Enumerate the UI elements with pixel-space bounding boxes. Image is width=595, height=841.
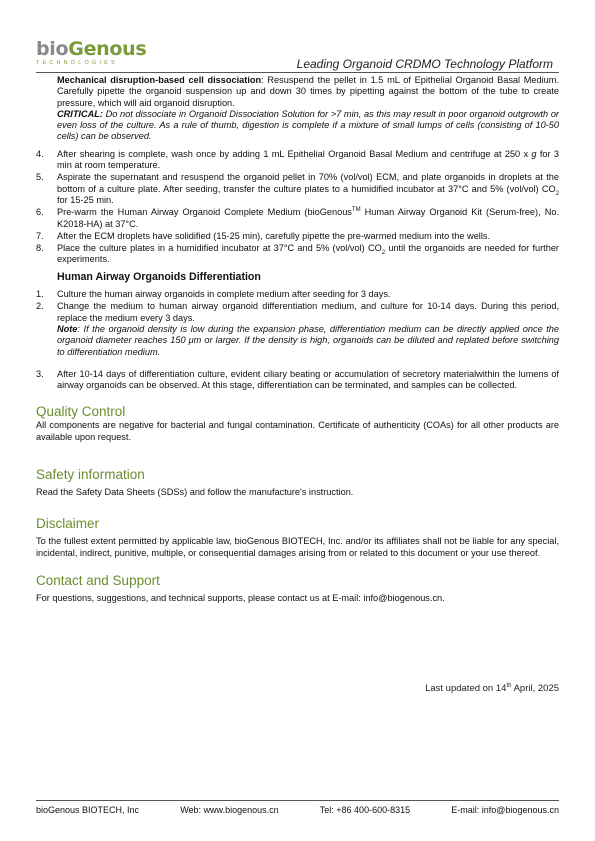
protocol-steps [36, 149, 559, 266]
footer-email-link[interactable]: E-mail: info@biogenous.cn [451, 805, 559, 815]
subscript: 2 [555, 190, 559, 197]
last-updated [425, 683, 559, 694]
step-number: 3. [36, 368, 44, 379]
step-text: for 3 min at room temperature. [57, 148, 560, 171]
step-text: Aspirate the supernatant and resuspend the organoid pellet in 70% (vol/vol) ECM, and plate organoids in droplets at the bottom of a culture plate. After seeding, transfer the culture plates to a humidified incubator at 37°C and 5% (vol/vol) CO [57, 172, 559, 194]
quality-control-title: Quality Control [36, 404, 126, 420]
step-text: Pre-warm the Human Airway Organoid Complete Medium (bioGenous [57, 207, 352, 218]
step-number: 4. [36, 148, 44, 159]
step-text: Human Airway Organoid Kit (Serum-free), No. K2018-HA) at 37°C. [57, 207, 559, 229]
diff-step-2 [36, 301, 559, 357]
note-label: Note [57, 323, 78, 334]
footer-web-link[interactable]: Web: www.biogenous.cn [180, 805, 279, 815]
logo-text-genous: Genous [68, 38, 147, 60]
updated-suffix: April, 2025 [511, 683, 559, 694]
step-8 [36, 243, 559, 266]
disclaimer-text: To the fullest extent permitted by applicable law, bioGenous BIOTECH, Inc. and/or its affiliates shall not be liable for any special, incidental, indirect, punitive, multiple, or consequential damages arising from or related to this document or your use thereof. [36, 536, 559, 558]
step-7 [36, 231, 559, 242]
step-number: 2. [36, 301, 44, 312]
step-text: Culture the human airway organoids in complete medium after seeding for 3 days. [57, 289, 391, 300]
updated-prefix: Last updated on 14 [425, 683, 507, 694]
differentiation-steps [36, 289, 559, 391]
step-text: After the ECM droplets have solidified (15-25 min), carefully pipette the pre-warmed medium into the wells. [57, 230, 491, 241]
step-number: 8. [36, 243, 44, 254]
header-tagline: Leading Organoid CRDMO Technology Platform [296, 57, 553, 71]
safety-text: Read the Safety Data Sheets (SDSs) and follow the manufacture's instruction. [36, 487, 354, 498]
subscript: 2 [381, 249, 386, 256]
step-text: Place the culture plates in a humidified incubator at 37°C and 5% (vol/vol) CO [57, 243, 382, 254]
page-footer [36, 805, 559, 815]
contact-text: For questions, suggestions, and technical supports, please contact us at E-mail: info@biogenous.cn. [36, 592, 445, 603]
footer-divider [36, 800, 559, 801]
logo-wordmark [36, 40, 146, 59]
step-4 [36, 149, 559, 172]
step-number: 5. [36, 172, 44, 183]
footer-phone: Tel: +86 400-600-8315 [319, 805, 411, 815]
biogenous-logo [36, 40, 146, 66]
critical-text: Do not dissociate in Organoid Dissociation Solution for >7 min, as this may result in poor organoid outgrowth or even loss of the culture. As a rule of thumb, digestion is complete if a mixture of small lumps of cells (consisting of 10-50 cells) can be observed. [57, 108, 559, 142]
g-force-unit: g [531, 148, 537, 159]
differentiation-note [57, 324, 559, 357]
step-text: After shearing is complete, wash once by adding 1 mL Epithelial Organoid Basal Medium and centrifuge at 250 x [57, 148, 532, 159]
step-number: 1. [36, 289, 44, 300]
contact-title: Contact and Support [36, 572, 160, 588]
step-text: for 15-25 min. [57, 194, 114, 205]
critical-label: CRITICAL: [57, 108, 103, 119]
footer-company: bioGenous BIOTECH, Inc [36, 805, 140, 815]
step-6 [36, 207, 559, 230]
step-5 [36, 172, 559, 206]
critical-note [57, 109, 559, 143]
quality-control-section [36, 404, 559, 443]
logo-subtitle: TECHNOLOGIES [36, 60, 119, 66]
step-text: Change the medium to human airway organoid differentiation medium, and culture for 10-14 days. During this period, replace the medium every 3 days. [57, 301, 559, 323]
logo-text-bio: bio [36, 38, 69, 60]
note-text: : If the organoid density is low during the expansion phase, differentiation medium can be directly applied once the organoid diameter reaches 150 μm or larger. If the density is high, organoids can be diluted and replated before switching to differentiation medium. [57, 323, 559, 357]
step-number: 6. [36, 207, 44, 218]
diff-step-1 [36, 289, 559, 300]
step-text: until the organoids are needed for further experiments. [57, 243, 559, 265]
safety-section [36, 467, 559, 498]
diff-step-3 [36, 369, 559, 392]
step-text: After 10-14 days of differentiation culture, evident ciliary beating or accumulation of secretory materialwithin the lumens of airway organoids can be observed. At this stage, differentiation can be terminated, and samples can be collected. [57, 368, 559, 391]
updated-ordinal: th [506, 682, 512, 689]
disclaimer-section [36, 516, 559, 559]
dissociation-text: : Resuspend the pellet in 1.5 mL of Epithelial Organoid Basal Medium. Carefully pipette the organoid suspension up and down 30 times by pipetting against the bottom of the tube to create pressure, which will aid organoid disruption. [57, 75, 560, 108]
safety-title: Safety information [36, 467, 145, 483]
dissociation-lead: Mechanical disruption-based cell dissociation [57, 75, 262, 85]
trademark-superscript: TM [351, 207, 361, 214]
disclaimer-title: Disclaimer [36, 516, 100, 532]
contact-section [36, 573, 559, 604]
differentiation-heading: Human Airway Organoids Differentiation [57, 270, 261, 283]
main-content [36, 75, 559, 604]
header-divider [36, 72, 559, 73]
quality-control-text: All components are negative for bacterial and fungal contamination. Certificate of authenticity (COAs) for all other products are available upon request. [36, 420, 559, 442]
dissociation-paragraph [57, 75, 559, 109]
step-number: 7. [36, 230, 44, 241]
